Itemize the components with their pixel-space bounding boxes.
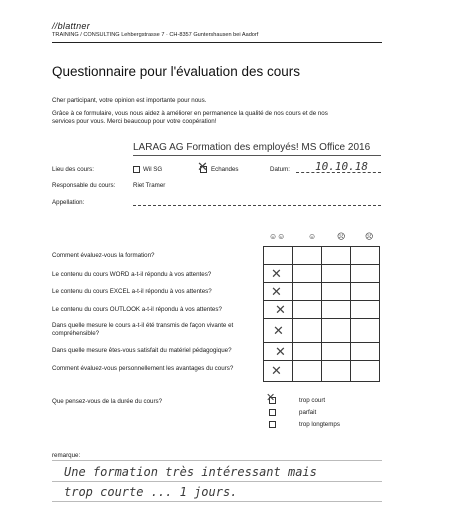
rating-header — [263, 232, 380, 244]
intro-text-2a: Grâce à ce formulaire, vous nous aidez à améliorer en permanence la qualité de nos cours et de nos — [52, 110, 328, 117]
grid-col-line — [379, 247, 380, 382]
rating-mark: ✕ — [271, 267, 282, 282]
happy-face-icon: ☺ — [308, 232, 317, 241]
remarks-rule-2 — [52, 481, 382, 482]
responsable-label: Responsable du cours: — [52, 182, 116, 189]
grid-col-line — [350, 247, 351, 382]
letterhead — [52, 21, 258, 38]
option-echandes: Echandes — [211, 166, 239, 173]
rating-mark: ✕ — [271, 285, 282, 300]
remarks-line-2: trop courte ... 1 jours. — [64, 485, 238, 499]
date-line — [296, 172, 381, 173]
page-title: Questionnaire pour l'évaluation des cours — [52, 64, 300, 79]
grid-col-line — [321, 247, 322, 382]
unhappy-face-icon: ☹ — [337, 232, 346, 241]
grid-col-line — [292, 247, 293, 382]
grid-col-line — [263, 247, 264, 382]
checkbox-wil-sg[interactable] — [133, 166, 140, 173]
date-value: 10.10.18 — [315, 160, 368, 173]
remarks-rule-1 — [52, 460, 382, 461]
intro-text-1: Cher participant, votre opinion est importante pour nous. — [52, 97, 207, 104]
intro-text-2b: services pour vous. Merci beaucoup pour votre coopération! — [52, 118, 217, 125]
option-parfait: parfait — [299, 409, 317, 416]
question-1: Le contenu du cours WORD a-t-il répondu à vos attentes? — [52, 271, 212, 278]
remarks-label: remarque: — [52, 452, 81, 459]
rating-mark: ✕ — [275, 345, 286, 360]
question-6: Comment évaluez-vous personnellement les avantages du cours? — [52, 365, 234, 372]
question-5: Dans quelle mesure êtes-vous satisfait du matériel pédagogique? — [52, 347, 232, 354]
appellation-line — [133, 205, 381, 206]
company-address: TRAINING / CONSULTING Lehbergstrasse 7 · CH-8357 Guntershausen bei Aadorf — [52, 32, 259, 38]
course-name-rule — [133, 155, 381, 156]
option-trop-longtemps: trop longtemps — [299, 421, 340, 428]
checkbox-parfait[interactable] — [269, 409, 276, 416]
option-trop-court: trop court — [299, 397, 326, 404]
remarks-rule-3 — [52, 501, 382, 502]
question-3: Le contenu du cours OUTLOOK a-t-il répondu à vos attentes? — [52, 306, 222, 313]
question-0: Comment évaluez-vous la formation? — [52, 252, 155, 259]
course-name: LARAG AG Formation des employés! MS Office 2016 — [133, 142, 371, 153]
rating-mark: ✕ — [275, 303, 286, 318]
rating-mark: ✕ — [271, 364, 282, 379]
duration-question: Que pensez-vous de la durée du cours? — [52, 398, 163, 405]
question-4-cont: compréhensible? — [52, 330, 100, 337]
option-wil-sg: Wil SG — [143, 166, 163, 173]
question-2: Le contenu du cours EXCEL a-t-il répondu à vos attentes? — [52, 288, 212, 295]
very-happy-face-icon: ☺☺ — [269, 232, 286, 241]
header-rule — [52, 42, 382, 43]
responsable-value: Riet Tramer — [133, 182, 166, 189]
date-label: Datum: — [270, 166, 290, 173]
question-4: Dans quelle mesure le cours a-t-il été transmis de façon vivante et — [52, 322, 234, 329]
checkbox-trop-longtemps[interactable] — [269, 421, 276, 428]
rating-mark: ✕ — [273, 324, 284, 339]
checkmark-echandes: ✕ — [197, 160, 208, 175]
lieu-label: Lieu des cours: — [52, 166, 94, 173]
appellation-label: Appellation: — [52, 199, 85, 206]
very-unhappy-face-icon: ☹ — [365, 232, 374, 241]
company-logo: //blattner — [52, 21, 91, 31]
checkmark-trop-court: ✕ — [266, 391, 276, 404]
rating-grid — [263, 246, 380, 382]
remarks-line-1: Une formation très intéressant mais — [64, 465, 317, 479]
